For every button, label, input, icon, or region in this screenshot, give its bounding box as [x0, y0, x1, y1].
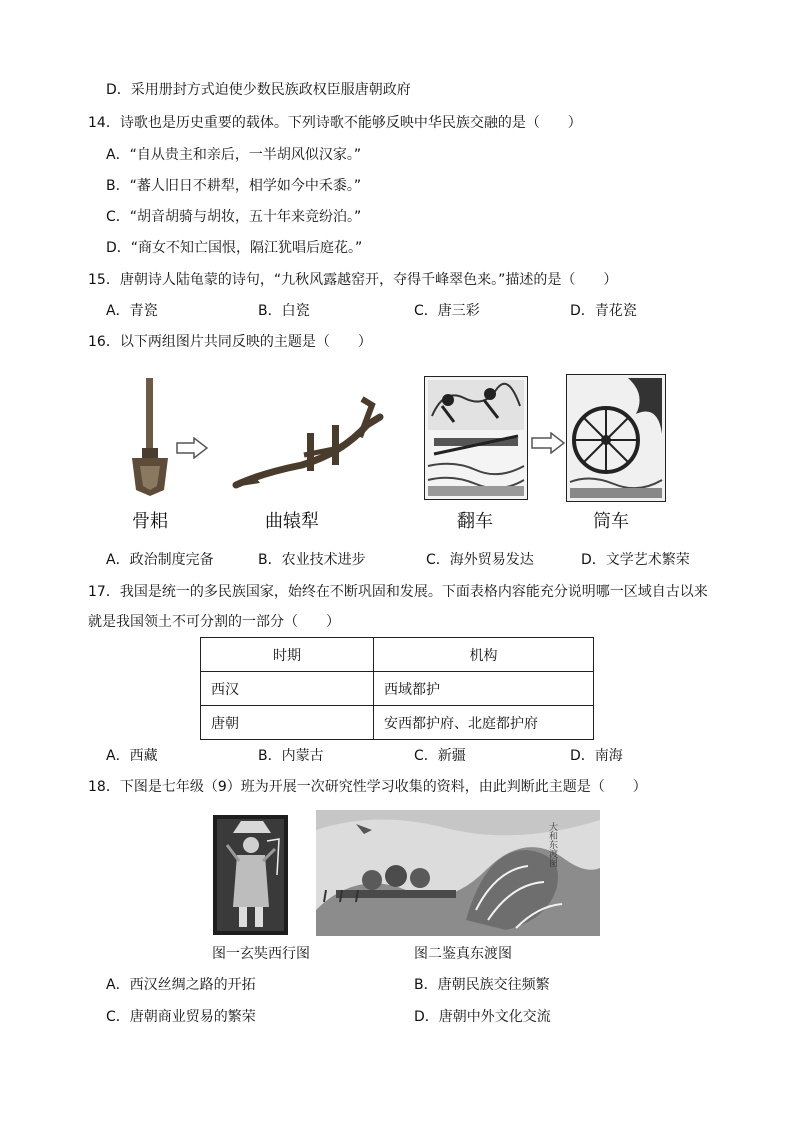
water-lift-illustration — [424, 376, 528, 500]
q18-option-b: B．唐朝民族交往频繁 — [414, 977, 550, 993]
table-cell: 安西都护府、北庭都护府 — [374, 706, 594, 740]
table-header-period: 时期 — [201, 638, 374, 672]
q16-option-b: B．农业技术进步 — [258, 552, 366, 568]
q15-stem: 15．唐朝诗人陆龟蒙的诗句，“九秋风露越窑开，夺得千峰翠色来。”描述的是（ ） — [88, 272, 618, 288]
caption-bone-spade: 骨耜 — [132, 511, 168, 532]
q14-option-b: B．“蕃人旧日不耕犁，相学如今中禾黍。” — [106, 178, 362, 194]
caption-water-lift: 翻车 — [457, 511, 493, 532]
q15-option-c: C．唐三彩 — [414, 303, 480, 319]
q14-option-a: A．“自从贵主和亲后，一半胡风似汉家。” — [106, 147, 362, 163]
table-cell: 西域都护 — [374, 672, 594, 706]
q14-stem: 14．诗歌也是历史重要的载体。下列诗歌不能够反映中华民族交融的是（ ） — [88, 115, 582, 131]
q17-option-a: A．西藏 — [106, 748, 158, 764]
q16-stem: 16．以下两组图片共同反映的主题是（ ） — [88, 334, 372, 350]
arrow-icon — [176, 437, 208, 459]
q16-option-d: D．文学艺术繁荣 — [581, 552, 690, 568]
q15-option-a: A．青瓷 — [106, 303, 158, 319]
xuanzang-journey-illustration — [213, 815, 288, 935]
q18-option-d: D．唐朝中外文化交流 — [414, 1009, 551, 1025]
table-row — [201, 672, 594, 706]
table-cell: 唐朝 — [201, 706, 374, 740]
fig2-caption: 图二鉴真东渡图 — [414, 946, 512, 962]
q14-option-d: D．“商女不知亡国恨，隔江犹唱后庭花。” — [106, 240, 363, 256]
q16-option-c: C．海外贸易发达 — [426, 552, 534, 568]
q17-option-b: B．内蒙古 — [258, 748, 324, 764]
q16-option-a: A．政治制度完备 — [106, 552, 214, 568]
table-header-institution: 机构 — [374, 638, 594, 672]
q17-stem-line2: 就是我国领土不可分割的一部分（ ） — [88, 614, 340, 630]
q17-option-c: C．新疆 — [414, 748, 466, 764]
table-header-row — [201, 638, 594, 672]
caption-water-wheel: 筒车 — [593, 511, 629, 532]
water-wheel-illustration — [566, 374, 666, 502]
q17-table — [200, 637, 594, 740]
jianzhen-inscription: 大和东渡图 — [547, 822, 557, 867]
q18-option-c: C．唐朝商业贸易的繁荣 — [106, 1009, 256, 1025]
arrow-icon — [531, 432, 565, 454]
table-cell: 西汉 — [201, 672, 374, 706]
q15-option-b: B．白瓷 — [258, 303, 310, 319]
bone-spade-illustration — [120, 378, 180, 498]
fig1-caption: 图一玄奘西行图 — [212, 946, 310, 962]
q18-stem: 18．下图是七年级（9）班为开展一次研究性学习收集的资料，由此判断此主题是（ ） — [88, 779, 647, 795]
q18-option-a: A．西汉丝绸之路的开拓 — [106, 977, 256, 993]
q13-option-d: D．采用册封方式迫使少数民族政权臣服唐朝政府 — [106, 82, 411, 98]
q14-option-c: C．“胡音胡骑与胡妆，五十年来竞纷泊。” — [106, 209, 362, 225]
table-row — [201, 706, 594, 740]
curved-plow-illustration — [232, 395, 390, 495]
q15-option-d: D．青花瓷 — [570, 303, 637, 319]
q17-option-d: D．南海 — [570, 748, 623, 764]
caption-curved-plow: 曲辕犁 — [265, 511, 319, 532]
q17-stem-line1: 17．我国是统一的多民族国家，始终在不断巩固和发展。下面表格内容能充分说明哪一区域自古以来 — [88, 584, 708, 600]
jianzhen-voyage-illustration — [316, 810, 600, 936]
